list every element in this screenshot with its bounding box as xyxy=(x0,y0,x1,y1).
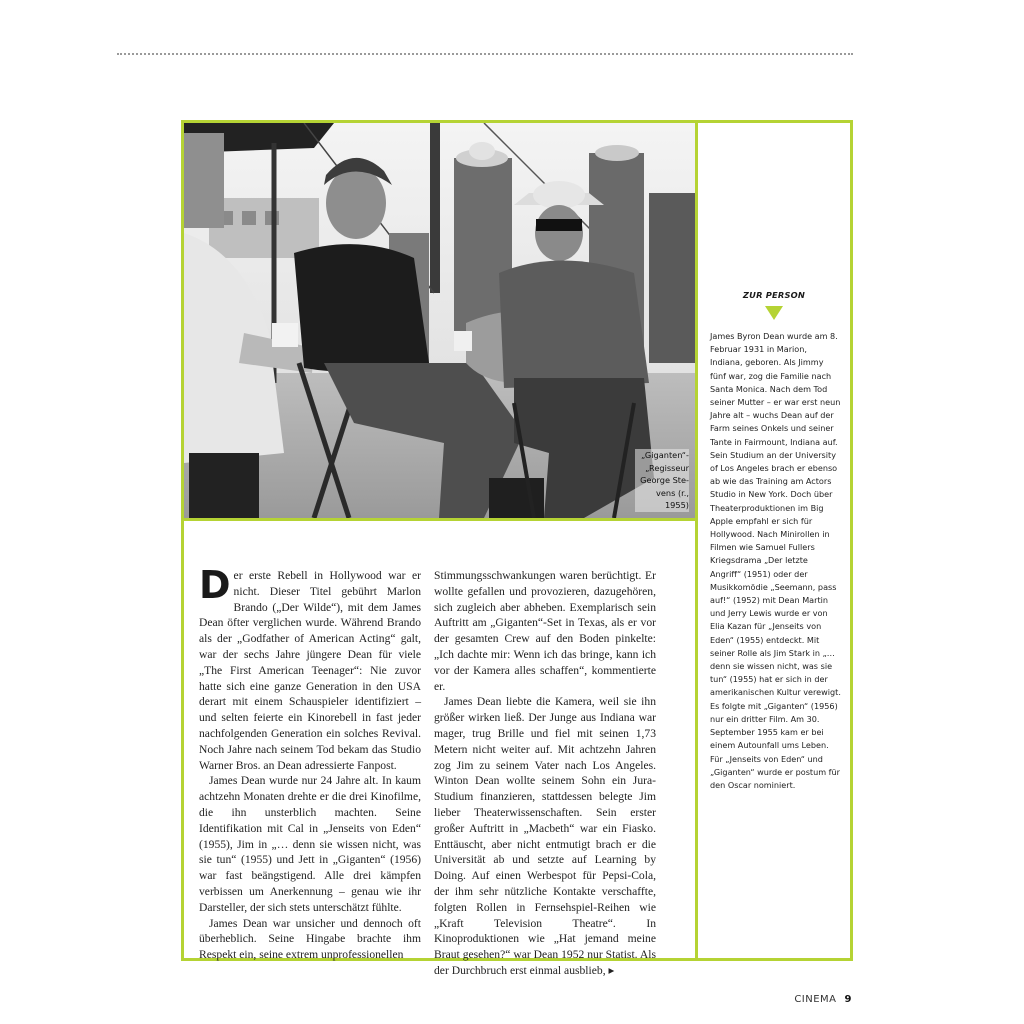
triangle-marker-icon xyxy=(765,306,783,320)
photo-illustration xyxy=(184,123,695,518)
caption-line: vens (r., 1955) xyxy=(656,487,689,511)
article-paragraph xyxy=(199,563,421,773)
article-column-1 xyxy=(199,563,421,963)
article-paragraph: James Dean liebte die Kamera, weil sie ihn größer wirken ließ. Der Junge aus Indiana war mager, trug Brille und fiel mit seinen 1,73 Metern nicht weiter auf. Mit achtzehn Jahren zog Jim zu seinem Vater nach Los Angeles. Winton Dean wollte seinem Sohn ein Jura-Studium finanzieren, stattdessen belegte Jim lieber Theaterwissenschaften. Sein erster großer Auftritt in „Macbeth“ war ein Fiasko. Enttäuscht, aber nicht entmutigt brach er die Universität ab und setzte auf Learning by Doing. Auf einen Werbespot für Pepsi-Cola, der ihm sehr nützliche Kontakte verschaffte, folgten Rollen in Fernsehspiel-Reihen wie „Kraft Television Theatre“. In Kinoproduktionen wie „Hat jemand meine Braut gesehen?“ war Dean 1952 nur Statist. Als der Durchbruch erst einmal ausblieb, ▸ xyxy=(434,695,656,977)
photo-divider xyxy=(181,518,698,521)
article-paragraph: James Dean war unsicher und dennoch oft überheblich. Seine Hingabe brachte ihm Respekt ein, seine extrem unprofessionellen xyxy=(199,916,421,962)
magazine-name: CINEMA xyxy=(794,994,837,1005)
sidebar-heading: ZUR PERSON xyxy=(742,290,806,300)
caption-line: George Ste- xyxy=(640,475,689,486)
top-dotted-rule xyxy=(117,53,853,55)
drop-cap: D xyxy=(199,563,231,607)
sidebar-bio-text: James Byron Dean wurde am 8. Februar 1931 in Marion, Indiana, geboren. Als Jimmy fünf war, zog die Familie nach Santa Monica. Nach dem Tod seiner Mutter – er war erst neun Jahre alt – wuchs Dean auf der Farm seines Onkels und seiner Tante in Fairmount, Indiana auf. Sein Studium an der University of Los Angeles brach er ebenso ab wie das Training am Actors Studio in New York. Doch über Theaterproduktionen im Big Apple empfahl er sich für Hollywood. Nach Minirollen in Filmen wie Samuel Fullers Kriegsdrama „Der letzte Angriff“ (1951) oder der Musikkomödie „Seemann, pass auf!“ (1952) mit Dean Martin und Jerry Lewis wurde er von Elia Kazan für „Jenseits von Eden“ (1955) entdeckt. Mit seiner Rolle als Jim Stark in „… denn sie wissen nicht, was sie tun“ (1955) hat er sich in der amerikanischen Kultur verewigt. Es folgte mit „Giganten“ (1956) nur ein dritter Film. Am 30. September 1955 kam er bei einem Autounfall ums Leben. Für „Jenseits von Eden“ und „Giganten“ wurde er postum für den Oscar nominiert. xyxy=(710,331,841,790)
page-number: 9 xyxy=(844,994,852,1005)
paragraph-text: er erste Rebell in Hollywood war er nicht. Dieser Titel gebührt Marlon Brando („Der Wilde“), mit dem James Dean öfter verglichen wurde. Während Brando als der „Godfather of American Acting“ galt, war der sechs Jahre jüngere Dean für viele „The First American Teenager“: Nie zuvor hatte sich eine ganze Generation in den USA derart mit einem Schauspieler identifiziert – und selten feierte ein Kinorebell in fast jeder nachfolgenden Generation ein solches Revival. Noch Jahre nach seinem Tod bekam das Studio Warner Bros. an Dean adressierte Fanpost. xyxy=(199,569,421,772)
caption-line: „Giganten“- xyxy=(640,450,689,461)
photo-caption xyxy=(635,449,689,512)
page-footer xyxy=(794,994,852,1005)
caption-line: „Regisseur xyxy=(645,462,689,473)
film-set-photo xyxy=(184,123,695,518)
article-column-2 xyxy=(434,568,656,979)
article-paragraph: Stimmungsschwankungen waren berüchtigt. Er wollte gefallen und provozieren, dazugehören, sich zugleich aber abheben. Exemplarisch sein Auftritt am „Giganten“-Set in Texas, als er vor der gesamten Crew auf den Boden pinkelte: „Ich dachte mir: Wenn ich das bringe, kann ich vor der Kamera alles schaffen“, kommentierte er. xyxy=(434,569,656,693)
article-paragraph: James Dean wurde nur 24 Jahre alt. In kaum achtzehn Monaten drehte er die drei Kinofilme, die ihn unsterblich machten. Seine Identifikation mit Cal in „Jenseits von Eden“ (1955), Jim in „… denn sie wissen nicht, was sie tun“ (1955) und Jett in „Giganten“ (1956) war fast beängstigend. Alle drei kämpfen verbissen um Anerkennung – genau wie ihr Darsteller, der sich stets unterschätzt fühlte. xyxy=(199,774,421,914)
